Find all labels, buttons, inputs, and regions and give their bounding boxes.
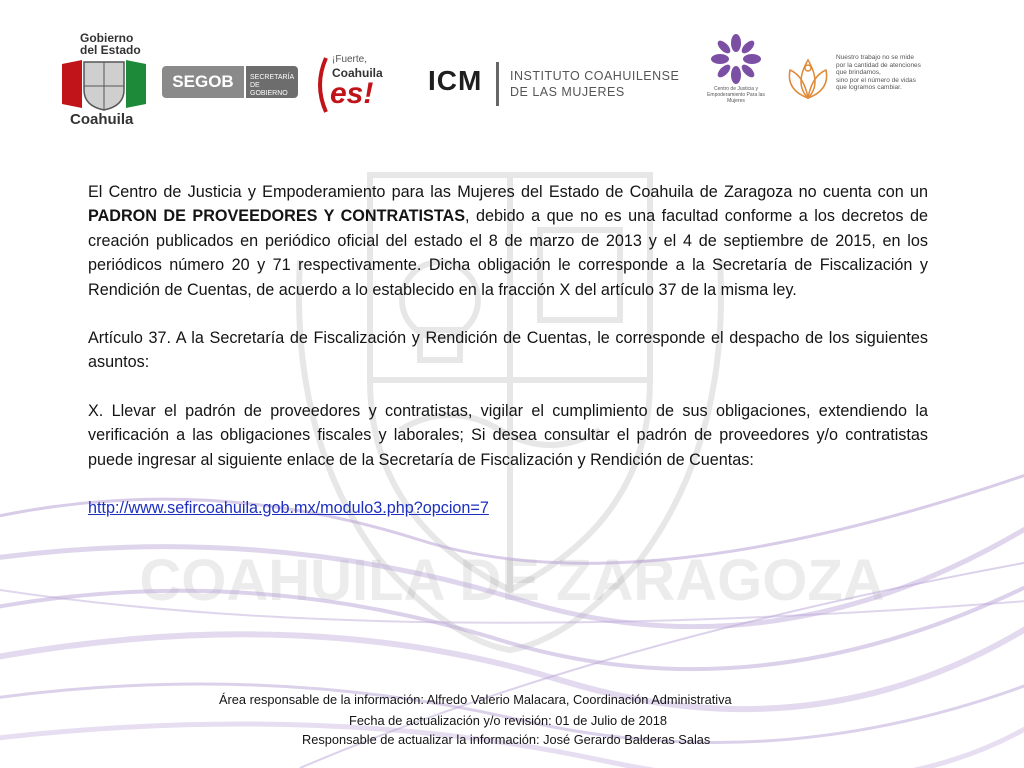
secretaria-gobierno-label: SECRETARÍA DE GOBIERNO [246, 66, 298, 98]
bracket-mark-icon [312, 56, 330, 114]
header-logo-bar [0, 0, 1024, 140]
lotus-motto-text [836, 54, 921, 92]
del-estado-label: del Estado [80, 43, 141, 57]
icm-name-line2: DE LAS MUJERES [510, 85, 625, 99]
footer-responsable-actualizar: Responsable de actualizar la información: José Gerardo Balderas Salas [302, 732, 711, 747]
footer-fecha-actualizacion: Fecha de actualización y/o revisión: 01 de Julio de 2018 [349, 713, 667, 728]
paragraph-spacer [88, 472, 928, 496]
lotus-motto-line: que brindamos, [836, 69, 881, 76]
paragraph-spacer [88, 375, 928, 399]
segob-logo [162, 66, 298, 98]
paragraph-text: , debido a que no es una facultad conforme a los decretos de creación publicados en periódico oficial del estado el 8 de marzo de 2013 y el 4 de septiembre de 2015, en los periódicos número 20 y 71 respectivamente. Dicha obligación le corresponde a la Secretaría de Fiscalización y Rendición de Cuentas, de acuerdo a lo establecido en la fracción X del artículo 37 de la misma ley. [88, 207, 928, 299]
es-label: es! [330, 77, 374, 110]
lotus-motto-line: sino por el número de vidas [836, 76, 916, 84]
link-paragraph [88, 496, 928, 520]
gobierno-label: Gobierno [80, 31, 134, 45]
icm-acronym: ICM [428, 65, 483, 96]
lotus-motto-logo [784, 50, 934, 106]
paragraph-articulo-37: Artículo 37. A la Secretaría de Fiscalización y Rendición de Cuentas, le corresponde el despacho de los siguientes asuntos: [88, 329, 928, 372]
padron-emphasis: PADRON DE PROVEEDORES Y CONTRATISTAS [88, 207, 466, 226]
footer-area-responsable: Área responsable de la información: Alfredo Valerio Malacara, Coordinación Administrativa [219, 692, 732, 707]
lotus-motto-line: Nuestro trabajo no se mide [836, 54, 915, 61]
lotus-motto-line: por la cantidad de atenciones [836, 61, 921, 69]
paragraph-spacer [88, 302, 928, 326]
state-shield-icon [58, 58, 150, 112]
lotus-motto-line: que logramos cambiar. [836, 84, 902, 91]
centro-justicia-label: Centro de Justicia y Empoderamiento Para las Mujeres [707, 86, 765, 104]
fuerte-coahuila-logo [312, 52, 396, 116]
icm-logo [428, 62, 684, 106]
centro-justicia-logo [700, 34, 772, 112]
coahuila-name-label: Coahuila [332, 66, 383, 80]
segob-label: SEGOB [162, 66, 244, 98]
flower-star-icon [711, 34, 761, 84]
paragraph-fraccion-x: X. Llevar el padrón de proveedores y contratistas, vigilar el cumplimiento de sus obligaciones, extendiendo la verificación a las obligaciones fiscales y laborales; Si desea consultar el padrón de proveedores y/o contratistas puede ingresar al siguiente enlace de la Secretaría de Fiscalización y Rendición de Cuentas: [88, 401, 928, 469]
icm-divider [496, 62, 499, 106]
gobierno-coahuila-logo [58, 30, 150, 130]
document-body [88, 180, 928, 520]
icm-name-line1: INSTITUTO COAHUILENSE [510, 69, 680, 83]
sefir-padron-link[interactable]: http://www.sefircoahuila.gob.mx/modulo3.php?opcion=7 [88, 499, 489, 518]
paragraph-text: El Centro de Justicia y Empoderamiento para las Mujeres del Estado de Coahuila de Zaragoza no cuenta con un [88, 183, 928, 201]
fuerte-label: ¡Fuerte, [332, 54, 368, 65]
icm-name [510, 68, 679, 100]
coahuila-label: Coahuila [70, 111, 134, 128]
lotus-icon [784, 54, 832, 102]
paragraph-padron [88, 180, 928, 302]
watermark-motto: COAHUILA DE ZARAGOZA [139, 548, 885, 613]
